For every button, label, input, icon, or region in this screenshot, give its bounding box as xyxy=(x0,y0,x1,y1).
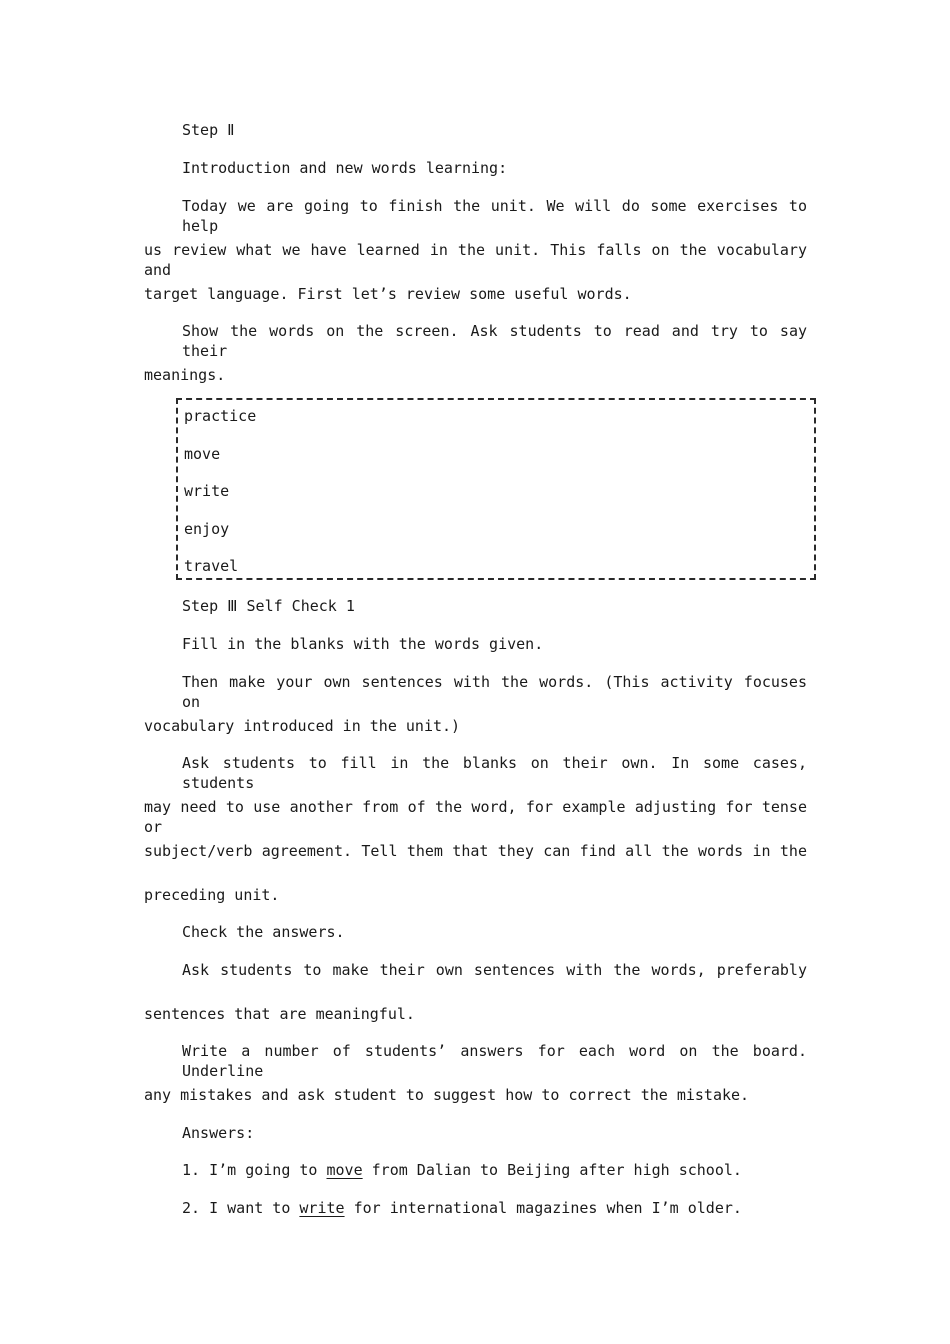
vocabulary-word: practice xyxy=(184,407,257,425)
answer-item xyxy=(182,1198,742,1218)
paragraph-line: Ask students to make their own sentences with the words, preferably xyxy=(182,961,807,979)
paragraph-line: Show the words on the screen. Ask students to read and try to say their xyxy=(182,322,807,360)
answer-text: from Dalian to Beijing after high school. xyxy=(362,1161,742,1179)
vocabulary-word: travel xyxy=(184,557,239,575)
answer-text: for international magazines when I’m older. xyxy=(344,1199,742,1217)
paragraph-line: sentences that are meaningful. xyxy=(144,1005,415,1023)
paragraph-line: Today we are going to finish the unit. We will do some exercises to help xyxy=(182,197,807,235)
answer-text: 1. I’m going to xyxy=(182,1161,327,1179)
vocabulary-word: move xyxy=(184,445,221,463)
answer-word: move xyxy=(326,1161,363,1179)
answer-item xyxy=(182,1160,742,1180)
step3-instruction: Fill in the blanks with the words given. xyxy=(182,635,544,653)
paragraph-line: Ask students to fill in the blanks on their own. In some cases, students xyxy=(182,754,807,792)
answer-text: 2. I want to xyxy=(182,1199,300,1217)
paragraph-line: subject/verb agreement. Tell them that they can find all the words in the xyxy=(144,842,807,860)
answers-label: Answers: xyxy=(182,1124,255,1142)
paragraph-line: vocabulary introduced in the unit.) xyxy=(144,717,461,735)
step2-subheading: Introduction and new words learning: xyxy=(182,159,508,177)
step2-heading: Step Ⅱ xyxy=(182,121,235,139)
check-answers: Check the answers. xyxy=(182,923,345,941)
vocabulary-word: write xyxy=(184,482,230,500)
paragraph-line: preceding unit. xyxy=(144,886,280,904)
vocabulary-box xyxy=(176,398,816,580)
vocabulary-word: enjoy xyxy=(184,520,230,538)
paragraph-line: Write a number of students’ answers for each word on the board. Underline xyxy=(182,1042,807,1080)
paragraph-line: any mistakes and ask student to suggest how to correct the mistake. xyxy=(144,1086,750,1104)
paragraph-line: may need to use another from of the word, for example adjusting for tense or xyxy=(144,798,807,836)
paragraph-line: us review what we have learned in the unit. This falls on the vocabulary and xyxy=(144,241,807,279)
step3-heading: Step Ⅲ Self Check 1 xyxy=(182,597,355,615)
paragraph-line: meanings. xyxy=(144,366,226,384)
answer-word: write xyxy=(299,1199,345,1217)
paragraph-line: Then make your own sentences with the words. (This activity focuses on xyxy=(182,673,807,711)
paragraph-line: target language. First let’s review some useful words. xyxy=(144,285,632,303)
